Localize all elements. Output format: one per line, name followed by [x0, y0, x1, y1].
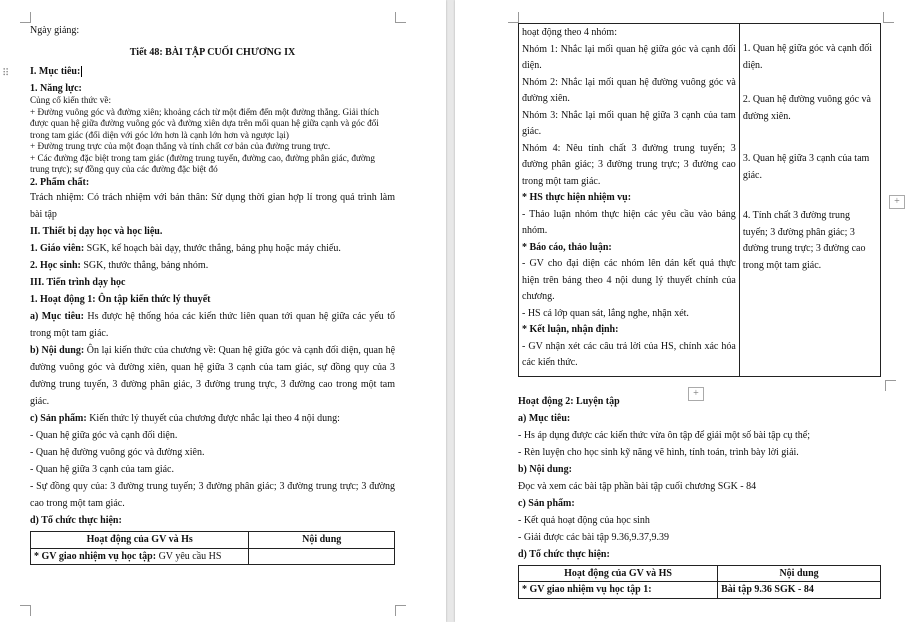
activity-1-organization: d) Tổ chức thực hiện: — [30, 515, 122, 526]
group-task: Nhóm 1: Nhắc lại mối quan hệ giữa góc và cạnh đối diện. — [522, 43, 736, 71]
table-cell[interactable] — [739, 24, 880, 377]
table-cell[interactable]: * GV giao nhiệm vụ học tập 1: — [519, 582, 718, 599]
activity-1-table[interactable] — [30, 531, 395, 565]
product-item: - Quan hệ giữa góc và cạnh đối diện. — [30, 430, 178, 441]
content-item: 1. Quan hệ giữa góc và cạnh đối diện. — [742, 43, 873, 71]
table-header-cell: Hoạt động của GV và Hs — [31, 532, 249, 549]
margin-corner-mid — [885, 380, 896, 391]
margin-corner-bottom-left — [20, 605, 31, 616]
margin-corner-bottom-right — [395, 605, 406, 616]
activity-2-product-label: c) Sản phẩm: — [518, 497, 575, 509]
activity-1-objective: a) Mục tiêu: Hs được hệ thống hóa các kiến thức liên quan tới quan hệ giữa các yếu tố trong một tam giác. — [30, 311, 395, 339]
table-row — [519, 582, 881, 599]
content-item: 2. Quan hệ đường vuông góc và đường xiên. — [742, 94, 871, 122]
table-header-cell: Hoạt động của GV và HS — [519, 565, 718, 582]
hs-task-text: - Thảo luận nhóm thực hiện các yêu cầu vào bảng nhóm. — [522, 208, 736, 236]
table-cell[interactable]: Bài tập 9.36 SGK - 84 — [718, 582, 881, 599]
group-task: Nhóm 3: Nhắc lại mối quan hệ giữa 3 cạnh của tam giác. — [522, 109, 736, 137]
table-header-row — [31, 532, 395, 549]
margin-corner-top-right — [883, 12, 894, 23]
activity-2-table[interactable] — [518, 565, 881, 599]
hs-task-label: * HS thực hiện nhiệm vụ: — [522, 192, 632, 203]
table-header-cell: Nội dung — [249, 532, 395, 549]
section-process-heading: III. Tiến trình dạy học — [30, 277, 126, 288]
product-item: - Giải được các bài tập 9.36,9.37,9.39 — [518, 531, 669, 543]
margin-corner-top-left — [508, 12, 519, 23]
teacher-equipment: 1. Giáo viên: SGK, kế hoạch bài dạy, thước thẳng, bảng phụ hoặc máy chiếu. — [30, 243, 341, 254]
qualities-text: Trách nhiệm: Có trách nhiệm với bản thân: Sử dụng thời gian hợp lí trong quá trình làm bài tập — [30, 192, 395, 220]
margin-corner-top-left — [20, 12, 31, 23]
activity-2-content-text: Đọc và xem các bài tập phần bài tập cuối chương SGK - 84 — [518, 480, 757, 492]
competence-bullet-3: + Các đường đặc biệt trong tam giác (đường trung tuyến, đường cao, đường phân giác, đường trung trực); sự đồng quy của các đường đặc biệt đó — [30, 152, 375, 174]
group-task: Nhóm 2: Nhắc lại mối quan hệ đường vuông góc và đường xiên. — [522, 76, 736, 104]
report-text: - GV cho đại diện các nhóm lên dán kết quả thực hiện trên bảng theo 4 nội dung lý thuyết chính của chương. — [522, 258, 736, 302]
activity-1-product: c) Sản phẩm: Kiến thức lý thuyết của chương được nhắc lại theo 4 nội dung: — [30, 413, 340, 424]
activity-2-organization: d) Tổ chức thực hiện: — [518, 548, 610, 560]
activity-1-table-continued[interactable] — [518, 23, 881, 377]
table-cell[interactable] — [519, 24, 740, 377]
section-qualities-heading: 2. Phẩm chất: — [30, 176, 90, 188]
product-item: - Quan hệ đường vuông góc và đường xiên. — [30, 447, 205, 458]
report-label: * Báo cáo, thảo luận: — [522, 241, 612, 253]
right-page-content[interactable] — [518, 24, 881, 599]
activity-1-content: b) Nội dung: Ôn lại kiến thức của chương về: Quan hệ giữa góc và cạnh đối diện, quan hệ đường vuông góc và đường xiên, quan hệ giữa 3 cạnh của tam giác, sự đồng quy của 3 đường trung tuyến, 3 đường phân giác, 3 đường trung trực, 3 đường cao trong một tam giác. — [30, 345, 396, 407]
conclusion-label: * Kết luận, nhận định: — [522, 324, 619, 335]
group-task-intro: hoạt động theo 4 nhóm: — [522, 27, 617, 38]
product-item: - Sự đồng quy của: 3 đường trung tuyến; 3 đường phân giác; 3 đường trung trực; 3 đường cao trong một tam giác. — [30, 481, 395, 509]
table-header-row — [519, 565, 881, 582]
document-page-right — [455, 0, 915, 622]
document-page-left — [0, 0, 446, 622]
product-item: - Quan hệ giữa 3 cạnh của tam giác. — [30, 464, 174, 475]
table-row — [519, 24, 881, 377]
activity-1-heading: 1. Hoạt động 1: Ôn tập kiến thức lý thuyết — [30, 294, 211, 305]
objective-item: - Rèn luyện cho học sinh kỹ năng vẽ hình, tính toán, trình bày lời giải. — [518, 446, 799, 458]
table-header-cell: Nội dung — [718, 565, 881, 582]
left-page-content[interactable] — [30, 24, 395, 565]
table-cell[interactable]: * GV giao nhiệm vụ học tập: GV yêu cầu HS — [31, 548, 249, 565]
report-text: - HS cả lớp quan sát, lắng nghe, nhận xét. — [522, 307, 689, 319]
section-objectives-heading: I. Mục tiêu: — [30, 66, 81, 77]
table-row — [31, 548, 395, 565]
margin-corner-top-right — [395, 12, 406, 23]
content-item: 4. Tính chất 3 đường trung tuyến; 3 đường phân giác; 3 đường trung trực; 3 đường cao trong một tam giác. — [742, 210, 866, 271]
product-item: - Kết quả hoạt động của học sinh — [518, 514, 650, 526]
student-equipment: 2. Học sinh: SGK, thước thẳng, bảng nhóm. — [30, 260, 209, 271]
content-item: 3. Quan hệ giữa 3 cạnh của tam giác. — [742, 153, 870, 181]
move-handle-icon[interactable]: ⠿ — [2, 68, 10, 79]
activity-2-heading: Hoạt động 2: Luyện tập — [518, 395, 620, 407]
activity-2-content-label: b) Nội dung: — [518, 463, 572, 475]
activity-2-objective-label: a) Mục tiêu: — [518, 412, 571, 424]
date-label: Ngày giảng: — [30, 25, 80, 36]
text-cursor — [81, 66, 82, 77]
section-competence-heading: 1. Năng lực: — [30, 82, 82, 94]
insert-column-button[interactable]: + — [889, 195, 905, 209]
objective-item: - Hs áp dụng được các kiến thức vừa ôn tập để giải một số bài tập cụ thể; — [518, 429, 811, 441]
competence-bullet-2: + Đường trung trực của một đoạn thẳng và tính chất cơ bản của đường trung trực. — [30, 141, 331, 151]
add-row-button[interactable]: + — [688, 387, 704, 401]
conclusion-text: - GV nhận xét các câu trả lời của HS, chính xác hóa các kiến thức. — [522, 340, 736, 368]
section-equipment-heading: II. Thiết bị dạy học và học liệu. — [30, 226, 163, 237]
competence-bullet-1: + Đường vuông góc và đường xiên; khoảng cách từ một điểm đến một đường thẳng. Giải thích được quan hệ giữa đường vuông góc và đường xiên dựa trên mối quan hệ giữa cạnh và góc đối trong tam giác (đối diện với góc lớn hơn là cạnh lớn hơn và ngược lại) — [30, 106, 379, 140]
table-cell[interactable] — [249, 548, 395, 565]
group-task: Nhóm 4: Nêu tính chất 3 đường trung tuyến; 3 đường phân giác; 3 đường trung trực; 3 đường cao trong một tam giác. — [522, 142, 736, 187]
lesson-title: Tiết 48: BÀI TẬP CUỐI CHƯƠNG IX — [129, 46, 296, 58]
competence-intro: Củng cố kiến thức về: — [30, 95, 112, 105]
